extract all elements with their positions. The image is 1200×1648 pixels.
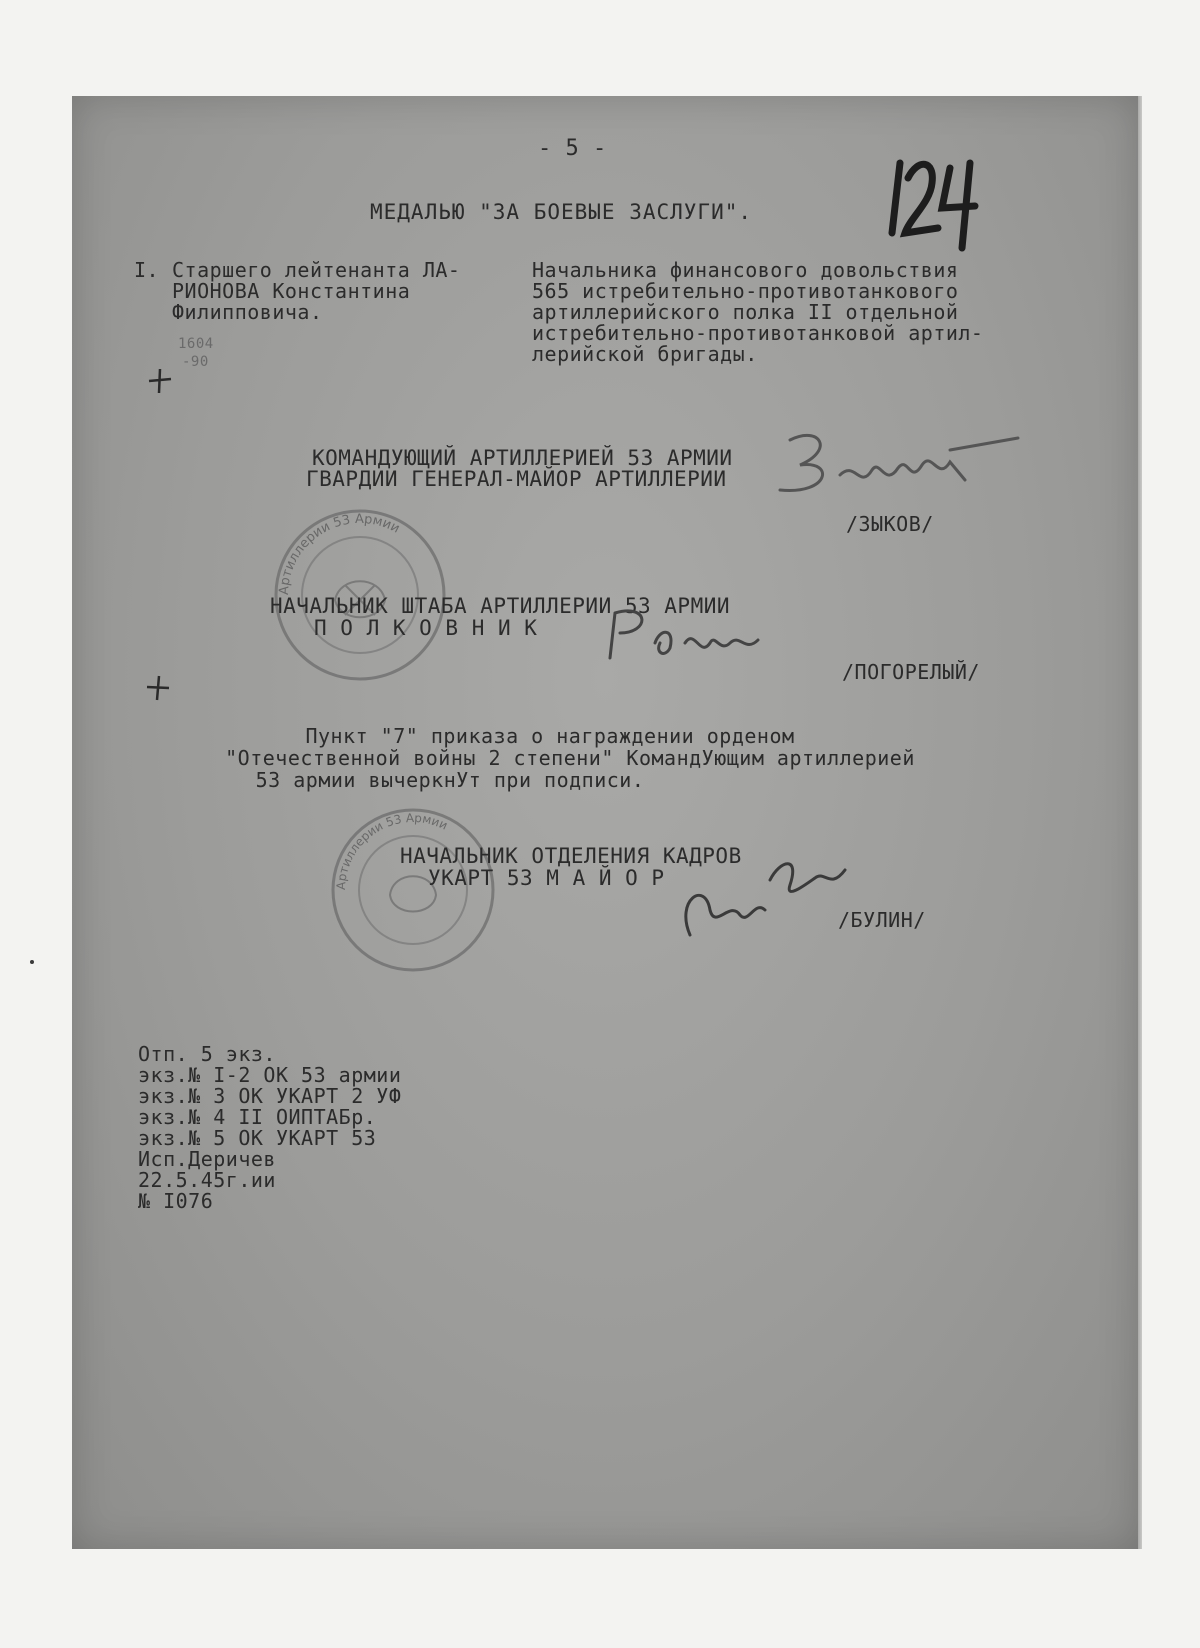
handwritten-number <box>880 148 990 258</box>
stamp-text: Артиллерии 53 Армии <box>276 511 403 596</box>
signatory-title-line: КОМАНДУЮЩИЙ АРТИЛЛЕРИЕЙ 53 АРМИИ <box>312 446 733 470</box>
footer-line: Исп.Деричев <box>138 1147 276 1171</box>
footer-line: № I076 <box>138 1189 214 1213</box>
footer-line: экз.№ I-2 ОК 53 армии <box>138 1063 402 1087</box>
signatory-title-line: НАЧАЛЬНИК ШТАБА АРТИЛЛЕРИИ 53 АРМИИ <box>270 594 731 618</box>
scan-speck <box>30 960 34 964</box>
signature <box>600 598 780 668</box>
position-line: артиллерийского полка II отдельной <box>532 300 959 324</box>
note-line: "Отечественной войны 2 степени" КомандУющим артиллерией <box>225 746 915 770</box>
position-line: лерийской бригады. <box>532 342 758 366</box>
stamp-text: Артиллерии 53 Армии <box>333 810 450 891</box>
position-line: 565 истребительно-противотанкового <box>532 279 959 303</box>
signatory-name: /ПОГОРЕЛЫЙ/ <box>842 660 980 684</box>
position-line: истребительно-противотанковой артил- <box>532 321 984 345</box>
footer-line: экз.№ 3 ОК УКАРТ 2 УФ <box>138 1084 402 1108</box>
margin-mark <box>145 365 175 395</box>
name-line: Старшего лейтенанта ЛА- <box>172 258 461 282</box>
footer-line: 22.5.45г.ии <box>138 1168 276 1192</box>
page-number: - 5 - <box>538 136 607 161</box>
entry-number: I. <box>134 258 160 282</box>
signatory-name: /ЗЫКОВ/ <box>846 512 934 536</box>
footer-line: экз.№ 4 II ОИПТАБр. <box>138 1105 377 1129</box>
svg-text:Артиллерии 53 Армии <box>277 512 402 595</box>
faded-note: -90 <box>182 354 209 370</box>
award-heading: МЕДАЛЬЮ "ЗА БОЕВЫЕ ЗАСЛУГИ". <box>370 200 753 224</box>
note-line: 53 армии вычеркнУт при подписи. <box>255 768 645 792</box>
signature <box>660 840 860 950</box>
note-line: Пункт "7" приказа о награждении орденом <box>305 724 795 748</box>
name-line: РИОНОВА Константина <box>172 279 411 303</box>
name-line: Филипповича. <box>172 300 323 324</box>
signatory-title-line: УКАРТ 53 М А Й О Р <box>428 866 665 890</box>
signature <box>760 420 1030 500</box>
footer-line: Отп. 5 экз. <box>138 1042 276 1066</box>
position-line: Начальника финансового довольствия <box>532 258 959 282</box>
signatory-title-line: П О Л К О В Н И К <box>314 616 538 640</box>
margin-mark <box>143 672 173 702</box>
signatory-title-line: НАЧАЛЬНИК ОТДЕЛЕНИЯ КАДРОВ <box>400 844 742 868</box>
official-stamp <box>328 805 498 975</box>
footer-line: экз.№ 5 ОК УКАРТ 53 <box>138 1126 377 1150</box>
signatory-title-line: ГВАРДИИ ГЕНЕРАЛ-МАЙОР АРТИЛЛЕРИИ <box>306 467 727 491</box>
faded-note: 1604 <box>178 336 214 352</box>
signatory-name: /БУЛИН/ <box>838 908 926 932</box>
